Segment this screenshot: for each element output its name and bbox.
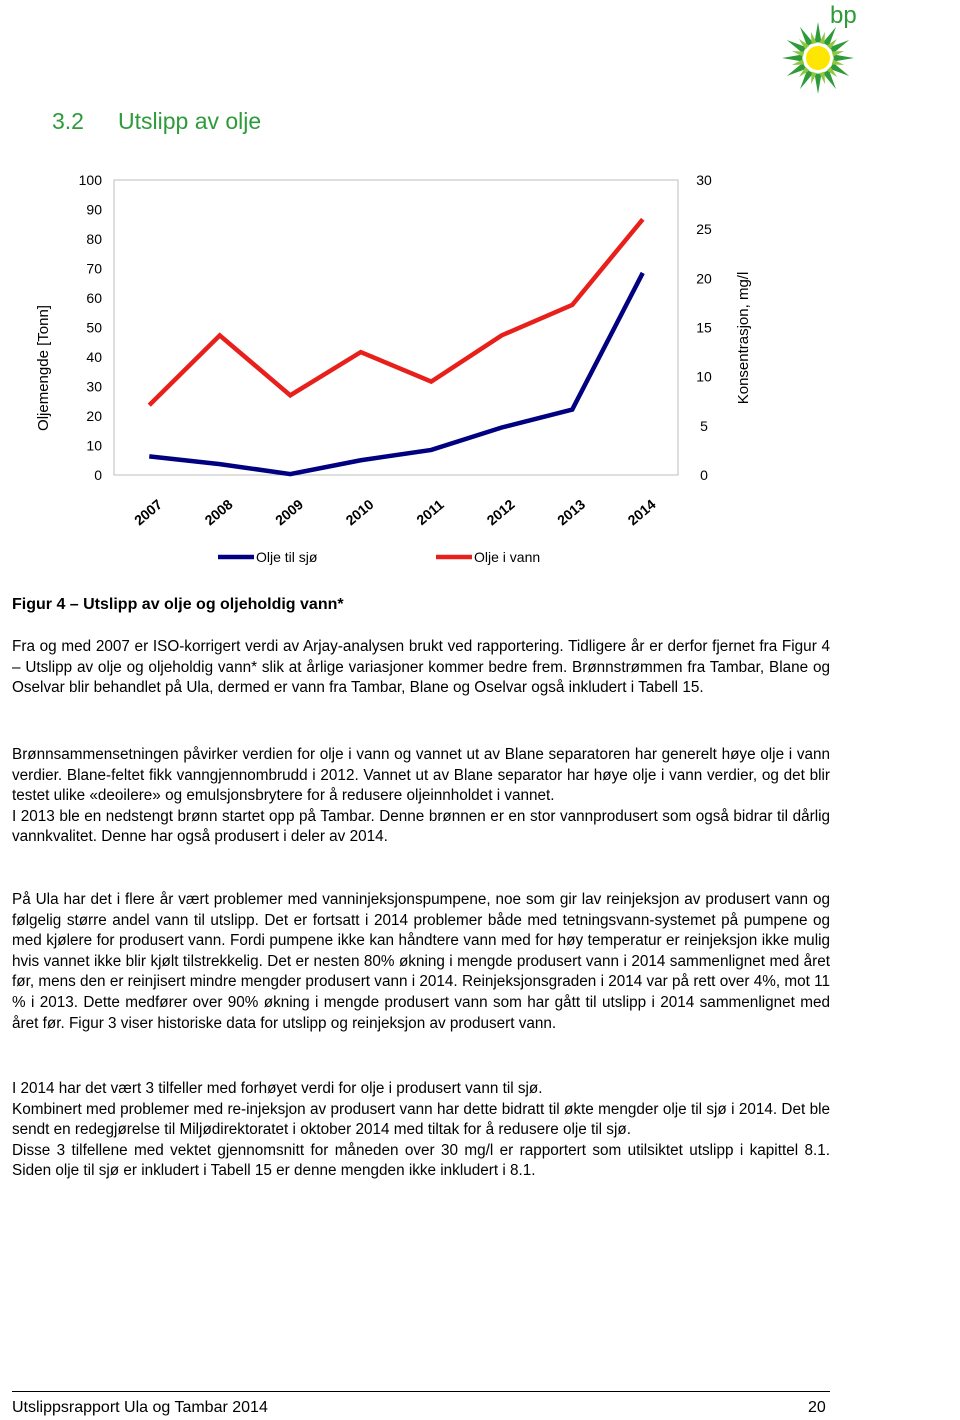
y2-tick-label: 0: [700, 467, 708, 483]
y2-tick-label: 20: [696, 270, 712, 287]
x-tick-label: 2009: [271, 496, 307, 529]
y2-tick-label: 30: [696, 172, 712, 188]
footer-title: Utslippsrapport Ula og Tambar 2014: [12, 1399, 268, 1416]
y2-tick-label: 10: [696, 368, 712, 385]
paragraph: Disse 3 tilfellene med vektet gjennomsnitt for måneden over 30 mg/l er rapportert som utilsiktet utslipp i kapittel 8.1. Siden olje til sjø er inkludert i Tabell 15 er denne mengden ikke inkludert i 8.1.: [12, 1141, 830, 1180]
text-block-4: [12, 1079, 830, 1182]
y2-axis-label: Konsentrasjon, mg/l: [735, 271, 752, 405]
paragraph: I 2014 har det vært 3 tilfeller med forhøyet verdi for olje i produsert vann til sjø.: [12, 1080, 543, 1097]
y2-tick-label: 15: [696, 319, 712, 336]
logo-ray: [834, 55, 854, 62]
legend-label: Olje til sjø: [256, 549, 318, 565]
y-tick-label: 30: [86, 378, 102, 395]
page-number: 20: [808, 1399, 826, 1416]
y2-tick-label: 25: [696, 221, 712, 238]
plot-area-border: [114, 180, 678, 475]
figure-caption: Figur 4 – Utslipp av olje og oljeholdig vann*: [12, 596, 344, 613]
x-tick-label: 2007: [130, 496, 166, 529]
y-tick-label: 10: [86, 437, 102, 454]
y-tick-label: 90: [86, 201, 102, 218]
y-tick-label: 40: [86, 349, 102, 365]
y-tick-label: 50: [86, 319, 102, 336]
series-line: [149, 219, 643, 405]
x-tick-label: 2008: [201, 496, 236, 529]
logo-ray: [815, 74, 822, 94]
paragraph: Brønnsammensetningen påvirker verdien for olje i vann og vannet ut av Blane separatoren har generelt høye olje i vann verdier. Blane-feltet fikk vanngjennombrudd i 2012. Vannet ut av Blane separator har høye olje i vann verdier, og det blir testet ulike «deoilere» og emulsjonsbrytere for å redusere oljeinnholdet i vannet.: [12, 746, 830, 805]
y-tick-label: 20: [86, 408, 102, 424]
paragraph: Kombinert med problemer med re-injeksjon av produsert vann har dette bidratt til økte mengder olje til sjø i 2014. Det ble sendt en redegjørelse til Miljødirektoratet i oktober 2014 med tiltak for å redusere olje til sjø.: [12, 1100, 830, 1139]
y-tick-label: 70: [86, 260, 102, 277]
text-block-1: [12, 637, 830, 699]
text-block-3: [12, 890, 830, 1034]
bp-logo-text: bp: [830, 2, 857, 29]
y-tick-label: 80: [86, 231, 102, 247]
y-tick-label: 60: [86, 290, 102, 306]
y-tick-label: 0: [94, 467, 102, 483]
series-line: [149, 273, 643, 474]
section-number: 3.2: [52, 108, 84, 134]
logo-ray: [782, 55, 802, 62]
y-axis-label: Oljemengde [Tonn]: [35, 305, 52, 431]
section-title: [52, 108, 261, 135]
paragraph: Fra og med 2007 er ISO-korrigert verdi av Arjay-analysen brukt ved rapportering. Tidligere år er derfor fjernet fra Figur 4 – Utslipp av olje og oljeholdig vann* slik at årlige variasjoner kommer bedre frem. Brønnstrømmen fra Tambar, Blane og Oselvar blir behandlet på Ula, dermed er vann fra Tambar, Blane og Oselvar også inkludert i Tabell 15.: [12, 638, 830, 697]
paragraph: På Ula har det i flere år vært problemer med vanninjeksjonspumpene, noe som gir lav reinjeksjon av produsert vann og følgelig større andel vann til utslipp. Det er fortsatt i 2014 problemer både med tetningsvann-systemet på pumpene og med kjølere for produsert vann. Fordi pumpene ikke kan håndtere vann med for høy temperatur er reinjeksjon ikke mulig hvis vannet ikke blir kjølt tilstrekkelig. Det er nesten 80% økning i mengde produsert vann i 2014 sammenlignet med året før, mens den er reinjisert mindre mengder produsert vann i 2014. Reinjeksjonsgraden i 2014 var på rett over 4%, mot 11 % i 2013. Dette medfører over 90% økning i mengde produsert vann som har gått til utslipp i 2014 sammenlignet med året før. Figur 3 viser historiske data for utslipp og reinjeksjon av produsert vann.: [12, 891, 830, 1032]
section-title-text: Utslipp av olje: [118, 108, 262, 134]
paragraph: I 2013 ble en nedstengt brønn startet opp på Tambar. Denne brønnen er en stor vannprodusert som også bidrar til dårlig vannkvalitet. Denne har også produsert i deler av 2014.: [12, 807, 830, 846]
y-tick-label: 100: [78, 172, 102, 188]
x-tick-label: 2011: [413, 496, 447, 529]
footer-rule: [12, 1391, 830, 1392]
chart-frame: [114, 180, 678, 475]
oil-emission-chart: [0, 160, 960, 580]
legend-label: Olje i vann: [474, 549, 541, 565]
logo-ray: [815, 22, 822, 42]
x-tick-label: 2012: [483, 496, 518, 529]
x-tick-label: 2010: [342, 496, 377, 529]
x-tick-label: 2013: [553, 496, 589, 529]
x-tick-label: 2014: [624, 496, 659, 529]
y2-tick-label: 5: [700, 417, 708, 434]
text-block-2: [12, 745, 830, 848]
